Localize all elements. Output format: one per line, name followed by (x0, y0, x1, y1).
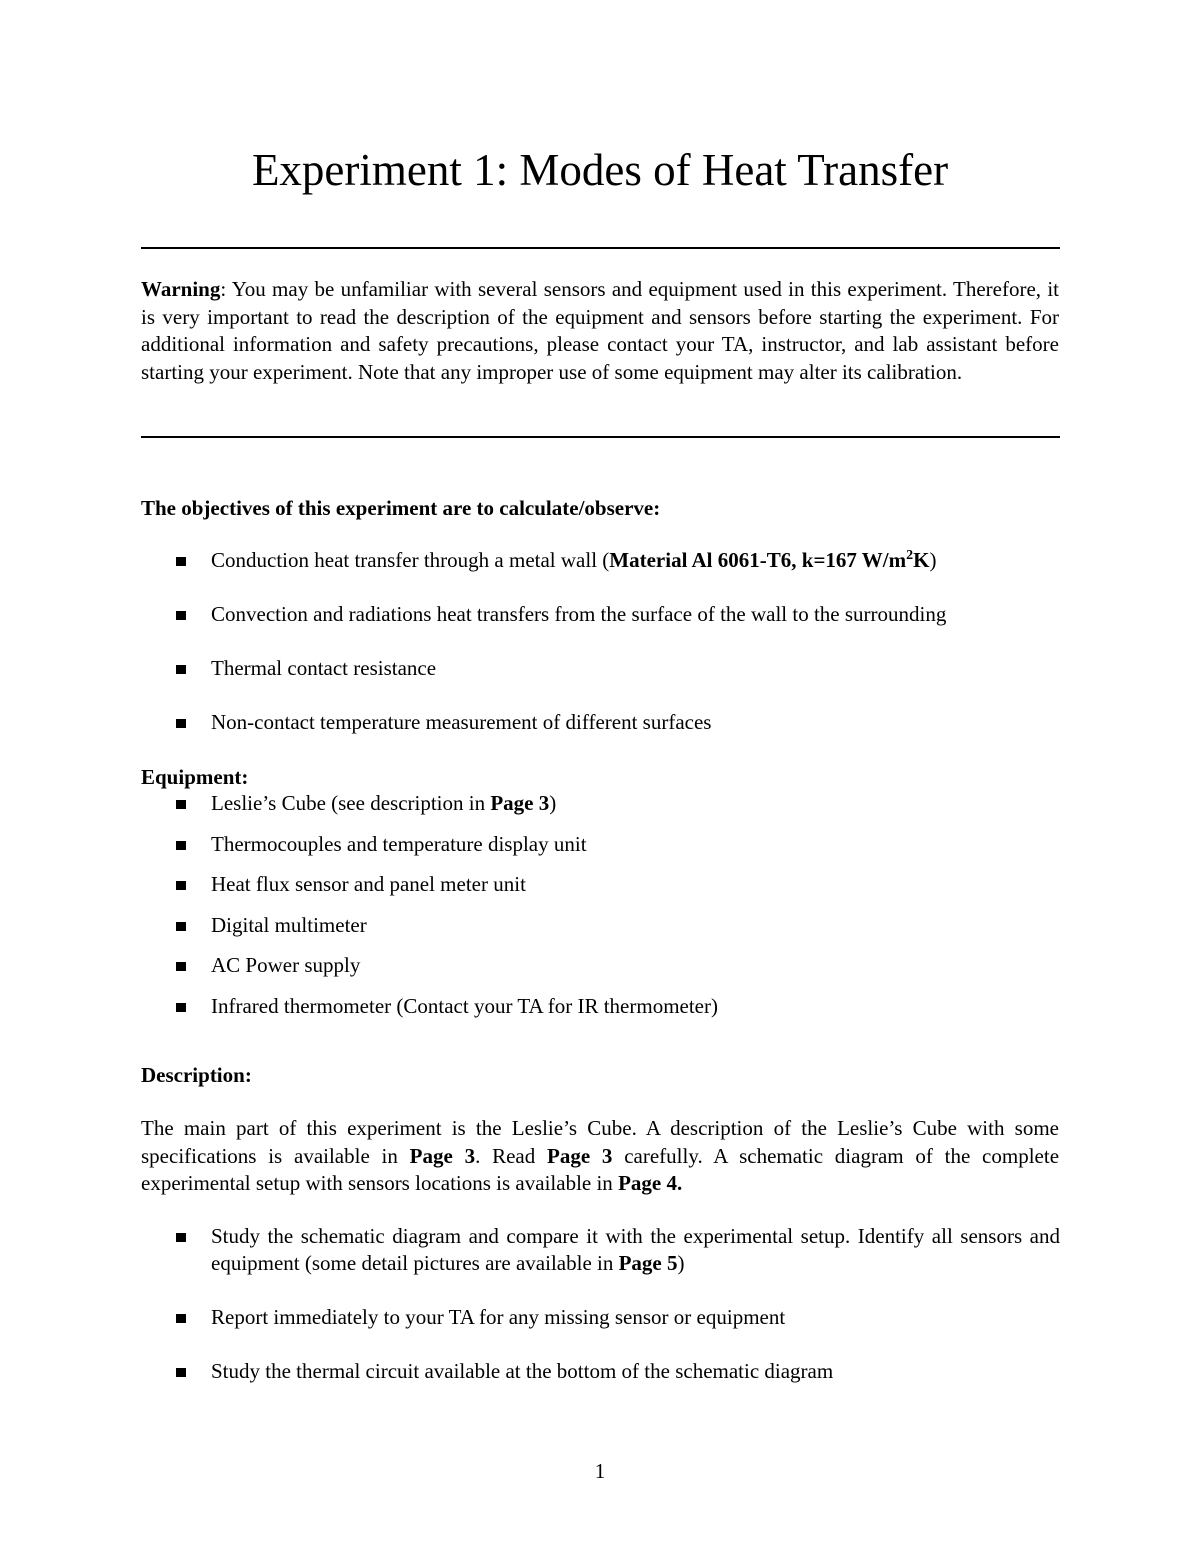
bullet-icon (176, 1314, 186, 1323)
material-spec-unit: K (913, 548, 930, 572)
page-reference: Page 3 (409, 1143, 476, 1168)
bullet-icon (176, 1233, 186, 1242)
bullet-icon (176, 800, 186, 809)
page-reference: Page 3 (547, 1143, 613, 1168)
bullet-icon (176, 1003, 186, 1012)
page-reference: Page 5 (618, 1251, 678, 1275)
equipment-item-ir-thermometer: Infrared thermometer (Contact your TA for IR thermometer) (211, 994, 718, 1018)
objective-item-convection: Convection and radiations heat transfers from the surface of the wall to the surrounding (211, 602, 947, 626)
bullet-icon (176, 841, 186, 850)
objective-item-conduction (211, 547, 1060, 574)
objective-item-contact-resistance: Thermal contact resistance (211, 656, 437, 680)
page-reference: Page 3 (490, 791, 550, 815)
equipment-item-multimeter: Digital multimeter (211, 913, 367, 937)
description-text: carefully. A schematic diagram of the complete experimental setup with sensors locations is available in (141, 1143, 1060, 1195)
top-divider (141, 247, 1060, 249)
equipment-heading: Equipment: (141, 765, 249, 789)
page-number: 1 (594, 1459, 606, 1483)
bullet-icon (176, 719, 186, 728)
bullet-icon (176, 922, 186, 931)
description-paragraph (141, 1115, 1059, 1198)
description-item-end: ) (677, 1251, 685, 1275)
bullet-icon (176, 881, 186, 890)
bullet-icon (176, 557, 186, 566)
equipment-item-text: Leslie’s Cube (see description in (211, 791, 491, 815)
warning-text: : You may be unfamiliar with several sensors and equipment used in this experiment. Therefore, it is very important to read the description of the equipment and sensors before starting the experiment. For additional information and safety precautions, please contact your TA, instructor, and lab assistant before starting your experiment. Note that any improper use of some equipment may alter its calibration. (141, 277, 1059, 384)
page-title: Experiment 1: Modes of Heat Transfer (251, 145, 949, 195)
page-reference: Page 4. (618, 1171, 683, 1195)
equipment-item-end: ) (549, 791, 557, 815)
description-item-text: Study the schematic diagram and compare it with the experimental setup. Identify all sensors and equipment (some detail pictures are available in (211, 1224, 1060, 1275)
equipment-item-thermocouples: Thermocouples and temperature display unit (211, 832, 587, 856)
description-text: . Read (475, 1143, 548, 1168)
bullet-icon (176, 611, 186, 620)
objectives-heading: The objectives of this experiment are to calculate/observe: (141, 496, 661, 520)
bullet-icon (176, 1368, 186, 1377)
material-spec-exponent: 2 (906, 548, 914, 563)
objective-item-non-contact: Non-contact temperature measurement of different surfaces (211, 710, 712, 734)
warning-label: Warning (141, 277, 221, 301)
description-heading: Description: (141, 1063, 252, 1087)
objective-item-text: Conduction heat transfer through a metal wall ( (211, 548, 610, 572)
equipment-item-power-supply: AC Power supply (211, 953, 361, 977)
material-spec: Material Al 6061-T6, k=167 W/m (609, 548, 907, 572)
bullet-icon (176, 665, 186, 674)
description-item-report: Report immediately to your TA for any missing sensor or equipment (211, 1305, 786, 1329)
bullet-icon (176, 962, 186, 971)
equipment-item-leslies-cube (211, 790, 1060, 817)
bottom-divider (141, 436, 1060, 438)
warning-paragraph (141, 276, 1059, 386)
description-item-thermal-circuit: Study the thermal circuit available at the bottom of the schematic diagram (211, 1359, 834, 1383)
description-item-schematic (211, 1223, 1060, 1277)
description-text: The main part of this experiment is the Leslie’s Cube. A description of the Leslie’s Cube with some specifications is available in (141, 1116, 1059, 1168)
equipment-item-heat-flux: Heat flux sensor and panel meter unit (211, 872, 526, 896)
objective-item-end: ) (929, 548, 937, 572)
